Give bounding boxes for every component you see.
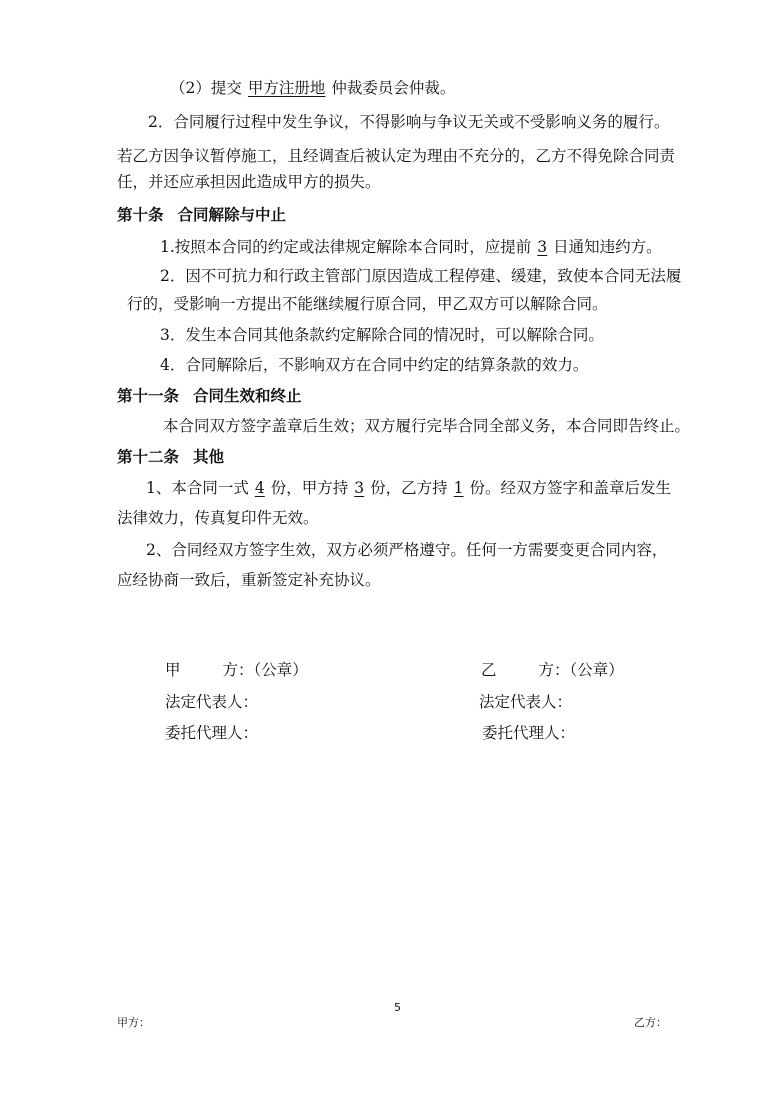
paragraph-line: 任，并还应承担因此造成甲方的损失。 bbox=[117, 173, 381, 191]
clause-text: 份。经双方签字和盖章后发生 bbox=[469, 479, 672, 497]
party-a-agent: 委托代理人： bbox=[165, 724, 259, 742]
paragraph-line: 2．因不可抗力和行政主管部门原因造成工程停建、缓建，致使本合同无法履 bbox=[160, 267, 682, 285]
paragraph-line: 2．合同履行过程中发生争议，不得影响与争议无关或不受影响义务的履行。 bbox=[148, 113, 670, 131]
clause-text: 份，乙方持 bbox=[370, 479, 448, 497]
notice-clause bbox=[160, 237, 662, 257]
footer-party-b: 乙方： bbox=[634, 1016, 667, 1029]
underlined-field: 甲方注册地 bbox=[247, 79, 326, 97]
clause-text: 日通知违约方。 bbox=[553, 238, 662, 256]
article-11-heading bbox=[117, 386, 302, 406]
party-b-seal-label: 方：（公章） bbox=[538, 661, 624, 679]
article-title: 合同生效和终止 bbox=[193, 387, 302, 405]
underlined-field: 3 bbox=[537, 238, 548, 256]
clause-text: 1、本合同一式 bbox=[146, 479, 249, 497]
paragraph-line: 2、合同经双方签字生效，双方必须严格遵守。任何一方需要变更合同内容， bbox=[146, 541, 668, 559]
copies-clause bbox=[146, 478, 671, 498]
party-a-label: 甲 bbox=[165, 661, 181, 679]
paragraph-line: 本合同双方签字盖章后生效；双方履行完毕合同全部义务，本合同即告终止。 bbox=[163, 417, 691, 435]
article-number: 第十条 bbox=[117, 206, 164, 224]
page-number: 5 bbox=[394, 1001, 401, 1014]
party-b-label: 乙 bbox=[481, 661, 497, 679]
article-12-heading bbox=[117, 447, 224, 467]
party-b-agent: 委托代理人： bbox=[482, 724, 576, 742]
paragraph-line: 行的，受影响一方提出不能继续履行原合同，甲乙双方可以解除合同。 bbox=[127, 295, 608, 313]
article-title: 合同解除与中止 bbox=[177, 206, 287, 224]
underlined-field: 3 bbox=[354, 479, 365, 497]
party-a-representative: 法定代表人： bbox=[165, 693, 259, 711]
article-number: 第十一条 bbox=[117, 387, 180, 405]
clause-text: 1.按照本合同的约定或法律规定解除本合同时，应提前 bbox=[160, 238, 532, 256]
clause-text: （2）提交 bbox=[170, 79, 242, 97]
paragraph-line: 法律效力，传真复印件无效。 bbox=[117, 509, 319, 527]
underlined-field: 1 bbox=[453, 479, 464, 497]
paragraph-line: 应经协商一致后，重新签定补充协议。 bbox=[117, 571, 381, 589]
footer-party-a: 甲方： bbox=[117, 1016, 150, 1029]
clause-text: 仲裁委员会仲裁。 bbox=[331, 79, 456, 97]
party-a-name-line bbox=[165, 660, 308, 680]
party-b-representative: 法定代表人： bbox=[479, 693, 573, 711]
article-number: 第十二条 bbox=[117, 448, 180, 466]
article-10-heading bbox=[117, 205, 286, 225]
paragraph-line: 3．发生本合同其他条款约定解除合同的情况时，可以解除合同。 bbox=[160, 326, 604, 344]
paragraph-line: 4．合同解除后，不影响双方在合同中约定的结算条款的效力。 bbox=[160, 356, 589, 374]
party-a-seal-label: 方：（公章） bbox=[222, 661, 308, 679]
party-b-name-line bbox=[481, 660, 624, 680]
underlined-field: 4 bbox=[254, 479, 265, 497]
article-title: 其他 bbox=[193, 448, 225, 466]
paragraph-line: 若乙方因争议暂停施工，且经调查后被认定为理由不充分的，乙方不得免除合同责 bbox=[117, 147, 676, 165]
clause-text: 份，甲方持 bbox=[270, 479, 349, 497]
arbitration-clause bbox=[170, 78, 455, 98]
